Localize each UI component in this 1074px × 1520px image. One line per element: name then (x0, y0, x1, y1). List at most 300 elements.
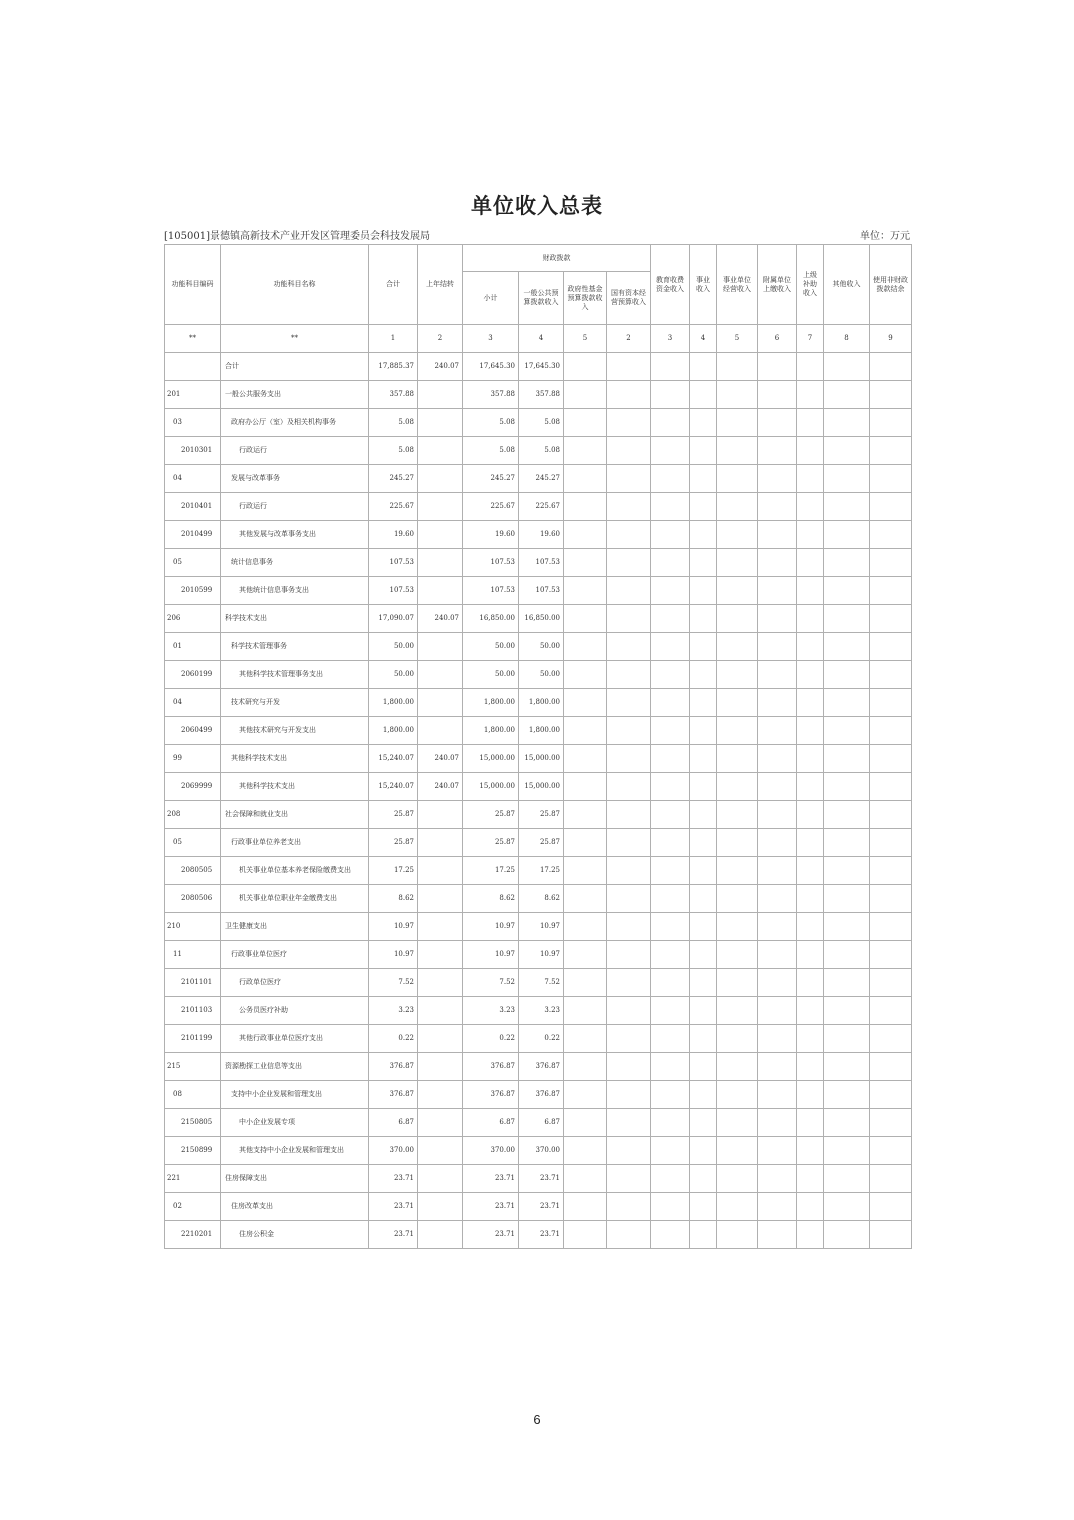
name-cell: 中小企业发展专项 (221, 1109, 369, 1137)
general-cell: 25.87 (519, 829, 564, 857)
empty-cell (607, 717, 651, 745)
code-cell: 04 (165, 689, 221, 717)
code-cell: 03 (165, 409, 221, 437)
carryover-cell (418, 577, 463, 605)
empty-cell (607, 773, 651, 801)
total-cell: 10.97 (369, 941, 418, 969)
empty-cell (651, 605, 690, 633)
name-cell: 其他技术研究与开发支出 (221, 717, 369, 745)
table-row (165, 1137, 912, 1165)
empty-cell (758, 913, 797, 941)
empty-cell (651, 885, 690, 913)
empty-cell (607, 381, 651, 409)
header-superior: 上级补助收入 (797, 245, 824, 325)
name-cell: 行政单位医疗 (221, 969, 369, 997)
table-row (165, 913, 912, 941)
carryover-cell (418, 1053, 463, 1081)
empty-cell (758, 353, 797, 381)
table-row (165, 941, 912, 969)
empty-cell (690, 745, 717, 773)
empty-cell (870, 493, 912, 521)
empty-cell (797, 1193, 824, 1221)
empty-cell (717, 1081, 758, 1109)
empty-cell (651, 521, 690, 549)
empty-cell (690, 1109, 717, 1137)
empty-cell (758, 381, 797, 409)
empty-cell (870, 969, 912, 997)
code-cell: 2010499 (165, 521, 221, 549)
empty-cell (758, 409, 797, 437)
subtotal-cell: 8.62 (463, 885, 519, 913)
empty-cell (824, 577, 870, 605)
code-cell: 2060199 (165, 661, 221, 689)
header-subtotal: 小计 (463, 272, 519, 325)
empty-cell (651, 381, 690, 409)
empty-cell (651, 1137, 690, 1165)
empty-cell (758, 493, 797, 521)
empty-cell (717, 437, 758, 465)
index-cell: 7 (797, 325, 824, 353)
empty-cell (690, 969, 717, 997)
general-cell: 15,000.00 (519, 773, 564, 801)
general-cell: 370.00 (519, 1137, 564, 1165)
general-cell: 376.87 (519, 1053, 564, 1081)
empty-cell (758, 633, 797, 661)
empty-cell (564, 661, 607, 689)
empty-cell (870, 857, 912, 885)
empty-cell (607, 857, 651, 885)
index-cell: 3 (651, 325, 690, 353)
empty-cell (824, 1165, 870, 1193)
empty-cell (870, 773, 912, 801)
empty-cell (758, 465, 797, 493)
empty-cell (564, 549, 607, 577)
empty-cell (717, 801, 758, 829)
name-cell: 其他科学技术支出 (221, 773, 369, 801)
empty-cell (690, 1221, 717, 1249)
empty-cell (824, 1221, 870, 1249)
table-row (165, 493, 912, 521)
empty-cell (870, 1193, 912, 1221)
general-cell: 10.97 (519, 941, 564, 969)
subtotal-cell: 25.87 (463, 829, 519, 857)
name-cell: 其他行政事业单位医疗支出 (221, 1025, 369, 1053)
empty-cell (564, 1025, 607, 1053)
carryover-cell (418, 1109, 463, 1137)
index-cell: ** (221, 325, 369, 353)
carryover-cell (418, 969, 463, 997)
empty-cell (797, 465, 824, 493)
name-cell: 合计 (221, 353, 369, 381)
code-cell: 2010301 (165, 437, 221, 465)
name-cell: 行政事业单位医疗 (221, 941, 369, 969)
empty-cell (690, 857, 717, 885)
name-cell: 统计信息事务 (221, 549, 369, 577)
code-cell: 05 (165, 549, 221, 577)
carryover-cell (418, 1025, 463, 1053)
empty-cell (690, 549, 717, 577)
header-other: 其他收入 (824, 245, 870, 325)
empty-cell (870, 409, 912, 437)
total-cell: 50.00 (369, 661, 418, 689)
carryover-cell: 240.07 (418, 605, 463, 633)
empty-cell (797, 577, 824, 605)
table-row (165, 885, 912, 913)
index-cell: 9 (870, 325, 912, 353)
empty-cell (651, 1165, 690, 1193)
empty-cell (717, 409, 758, 437)
empty-cell (690, 885, 717, 913)
name-cell: 行政运行 (221, 437, 369, 465)
empty-cell (797, 1137, 824, 1165)
total-cell: 5.08 (369, 409, 418, 437)
empty-cell (824, 745, 870, 773)
empty-cell (824, 829, 870, 857)
empty-cell (607, 745, 651, 773)
total-cell: 15,240.07 (369, 745, 418, 773)
carryover-cell: 240.07 (418, 353, 463, 381)
empty-cell (607, 605, 651, 633)
empty-cell (758, 1109, 797, 1137)
empty-cell (758, 997, 797, 1025)
index-cell: 4 (519, 325, 564, 353)
code-cell (165, 353, 221, 381)
name-cell: 住房改革支出 (221, 1193, 369, 1221)
empty-cell (824, 437, 870, 465)
empty-cell (651, 941, 690, 969)
empty-cell (797, 913, 824, 941)
general-cell: 23.71 (519, 1221, 564, 1249)
index-cell: 5 (564, 325, 607, 353)
empty-cell (758, 1137, 797, 1165)
code-cell: 2210201 (165, 1221, 221, 1249)
total-cell: 225.67 (369, 493, 418, 521)
header-name: 功能科目名称 (221, 245, 369, 325)
subtotal-cell: 7.52 (463, 969, 519, 997)
empty-cell (797, 829, 824, 857)
empty-cell (690, 1053, 717, 1081)
empty-cell (758, 1165, 797, 1193)
header-carryover: 上年结转 (418, 245, 463, 325)
empty-cell (824, 885, 870, 913)
code-cell: 2010599 (165, 577, 221, 605)
total-cell: 6.87 (369, 1109, 418, 1137)
subtotal-cell: 5.08 (463, 437, 519, 465)
table-row (165, 465, 912, 493)
empty-cell (870, 381, 912, 409)
carryover-cell: 240.07 (418, 773, 463, 801)
name-cell: 其他发展与改革事务支出 (221, 521, 369, 549)
empty-cell (824, 689, 870, 717)
empty-cell (824, 1025, 870, 1053)
subtotal-cell: 376.87 (463, 1053, 519, 1081)
general-cell: 5.08 (519, 437, 564, 465)
empty-cell (607, 521, 651, 549)
empty-cell (797, 801, 824, 829)
table-row (165, 381, 912, 409)
empty-cell (607, 1081, 651, 1109)
empty-cell (690, 913, 717, 941)
empty-cell (824, 353, 870, 381)
empty-cell (870, 605, 912, 633)
empty-cell (690, 941, 717, 969)
empty-cell (824, 913, 870, 941)
empty-cell (717, 717, 758, 745)
empty-cell (870, 437, 912, 465)
total-cell: 107.53 (369, 549, 418, 577)
empty-cell (717, 661, 758, 689)
empty-cell (564, 493, 607, 521)
empty-cell (870, 1221, 912, 1249)
empty-cell (651, 1109, 690, 1137)
empty-cell (870, 801, 912, 829)
empty-cell (824, 997, 870, 1025)
code-cell: 2150899 (165, 1137, 221, 1165)
carryover-cell (418, 1165, 463, 1193)
empty-cell (797, 633, 824, 661)
empty-cell (651, 913, 690, 941)
empty-cell (651, 633, 690, 661)
empty-cell (758, 857, 797, 885)
empty-cell (870, 1053, 912, 1081)
subtotal-cell: 6.87 (463, 1109, 519, 1137)
code-cell: 01 (165, 633, 221, 661)
empty-cell (690, 381, 717, 409)
empty-cell (607, 549, 651, 577)
total-cell: 25.87 (369, 801, 418, 829)
empty-cell (797, 549, 824, 577)
code-cell: 05 (165, 829, 221, 857)
empty-cell (717, 1165, 758, 1193)
name-cell: 其他支持中小企业发展和管理支出 (221, 1137, 369, 1165)
empty-cell (651, 773, 690, 801)
income-summary-table (164, 244, 912, 1249)
empty-cell (651, 689, 690, 717)
empty-cell (717, 1221, 758, 1249)
empty-cell (717, 885, 758, 913)
empty-cell (564, 941, 607, 969)
empty-cell (564, 465, 607, 493)
empty-cell (797, 409, 824, 437)
empty-cell (607, 493, 651, 521)
empty-cell (870, 689, 912, 717)
empty-cell (824, 381, 870, 409)
carryover-cell (418, 1081, 463, 1109)
empty-cell (651, 969, 690, 997)
general-cell: 25.87 (519, 801, 564, 829)
index-cell: 4 (690, 325, 717, 353)
empty-cell (797, 745, 824, 773)
general-cell: 225.67 (519, 493, 564, 521)
name-cell: 技术研究与开发 (221, 689, 369, 717)
empty-cell (824, 409, 870, 437)
table-row (165, 1109, 912, 1137)
subtotal-cell: 225.67 (463, 493, 519, 521)
general-cell: 17,645.30 (519, 353, 564, 381)
total-cell: 7.52 (369, 969, 418, 997)
empty-cell (564, 409, 607, 437)
empty-cell (564, 521, 607, 549)
table-row (165, 1053, 912, 1081)
empty-cell (870, 1137, 912, 1165)
general-cell: 376.87 (519, 1081, 564, 1109)
code-cell: 2060499 (165, 717, 221, 745)
empty-cell (607, 353, 651, 381)
index-cell: 5 (717, 325, 758, 353)
subtotal-cell: 50.00 (463, 633, 519, 661)
empty-cell (824, 465, 870, 493)
total-cell: 10.97 (369, 913, 418, 941)
carryover-cell (418, 409, 463, 437)
general-cell: 50.00 (519, 661, 564, 689)
code-cell: 206 (165, 605, 221, 633)
code-cell: 04 (165, 465, 221, 493)
empty-cell (651, 717, 690, 745)
empty-cell (797, 493, 824, 521)
empty-cell (651, 465, 690, 493)
subtotal-cell: 107.53 (463, 577, 519, 605)
subtotal-cell: 0.22 (463, 1025, 519, 1053)
empty-cell (758, 1025, 797, 1053)
general-cell: 23.71 (519, 1165, 564, 1193)
empty-cell (651, 661, 690, 689)
empty-cell (870, 577, 912, 605)
index-cell: ** (165, 325, 221, 353)
name-cell: 其他科学技术管理事务支出 (221, 661, 369, 689)
empty-cell (870, 1081, 912, 1109)
total-cell: 0.22 (369, 1025, 418, 1053)
name-cell: 机关事业单位职业年金缴费支出 (221, 885, 369, 913)
empty-cell (564, 969, 607, 997)
empty-cell (651, 353, 690, 381)
empty-cell (717, 1053, 758, 1081)
table-row (165, 1193, 912, 1221)
page-number: 6 (533, 1412, 541, 1427)
empty-cell (607, 1165, 651, 1193)
empty-cell (607, 661, 651, 689)
empty-cell (717, 997, 758, 1025)
index-cell: 3 (463, 325, 519, 353)
empty-cell (651, 1193, 690, 1221)
empty-cell (717, 1137, 758, 1165)
header-row-1 (165, 245, 912, 272)
total-cell: 23.71 (369, 1193, 418, 1221)
empty-cell (797, 1109, 824, 1137)
empty-cell (607, 829, 651, 857)
empty-cell (690, 1193, 717, 1221)
total-cell: 17,885.37 (369, 353, 418, 381)
table-row (165, 353, 912, 381)
name-cell: 公务员医疗补助 (221, 997, 369, 1025)
total-cell: 376.87 (369, 1053, 418, 1081)
general-cell: 3.23 (519, 997, 564, 1025)
table-row (165, 773, 912, 801)
header-nonfiscal: 使用非财政拨款结余 (870, 245, 912, 325)
empty-cell (870, 1109, 912, 1137)
empty-cell (824, 1053, 870, 1081)
empty-cell (717, 773, 758, 801)
empty-cell (717, 941, 758, 969)
empty-cell (651, 801, 690, 829)
total-cell: 245.27 (369, 465, 418, 493)
empty-cell (797, 689, 824, 717)
code-cell: 2080505 (165, 857, 221, 885)
empty-cell (564, 1193, 607, 1221)
empty-cell (870, 633, 912, 661)
header-code: 功能科目编码 (165, 245, 221, 325)
name-cell: 社会保障和就业支出 (221, 801, 369, 829)
code-cell: 2101199 (165, 1025, 221, 1053)
empty-cell (870, 997, 912, 1025)
general-cell: 23.71 (519, 1193, 564, 1221)
table-row (165, 633, 912, 661)
table-row (165, 745, 912, 773)
empty-cell (607, 997, 651, 1025)
empty-cell (824, 549, 870, 577)
table-row (165, 1221, 912, 1249)
general-cell: 17.25 (519, 857, 564, 885)
empty-cell (651, 745, 690, 773)
empty-cell (690, 465, 717, 493)
subtotal-cell: 5.08 (463, 409, 519, 437)
empty-cell (870, 1165, 912, 1193)
name-cell: 行政事业单位养老支出 (221, 829, 369, 857)
empty-cell (564, 717, 607, 745)
total-cell: 1,800.00 (369, 717, 418, 745)
general-cell: 7.52 (519, 969, 564, 997)
empty-cell (690, 437, 717, 465)
name-cell: 科学技术管理事务 (221, 633, 369, 661)
empty-cell (564, 829, 607, 857)
code-cell: 215 (165, 1053, 221, 1081)
empty-cell (607, 577, 651, 605)
name-cell: 其他科学技术支出 (221, 745, 369, 773)
empty-cell (797, 381, 824, 409)
empty-cell (758, 801, 797, 829)
empty-cell (564, 689, 607, 717)
general-cell: 19.60 (519, 521, 564, 549)
empty-cell (824, 941, 870, 969)
general-cell: 50.00 (519, 633, 564, 661)
empty-cell (607, 1025, 651, 1053)
table-row (165, 577, 912, 605)
empty-cell (717, 969, 758, 997)
code-cell: 2069999 (165, 773, 221, 801)
code-cell: 208 (165, 801, 221, 829)
empty-cell (564, 1053, 607, 1081)
empty-cell (564, 577, 607, 605)
empty-cell (824, 969, 870, 997)
general-cell: 107.53 (519, 549, 564, 577)
empty-cell (564, 1221, 607, 1249)
empty-cell (758, 885, 797, 913)
name-cell: 行政运行 (221, 493, 369, 521)
empty-cell (758, 549, 797, 577)
total-cell: 3.23 (369, 997, 418, 1025)
table-row (165, 829, 912, 857)
name-cell: 其他统计信息事务支出 (221, 577, 369, 605)
table-row (165, 1165, 912, 1193)
empty-cell (651, 409, 690, 437)
subtotal-cell: 16,850.00 (463, 605, 519, 633)
total-cell: 8.62 (369, 885, 418, 913)
header-subordinate: 附属单位上缴收入 (758, 245, 797, 325)
empty-cell (690, 633, 717, 661)
empty-cell (607, 969, 651, 997)
empty-cell (824, 605, 870, 633)
subtotal-cell: 10.97 (463, 913, 519, 941)
empty-cell (607, 1109, 651, 1137)
